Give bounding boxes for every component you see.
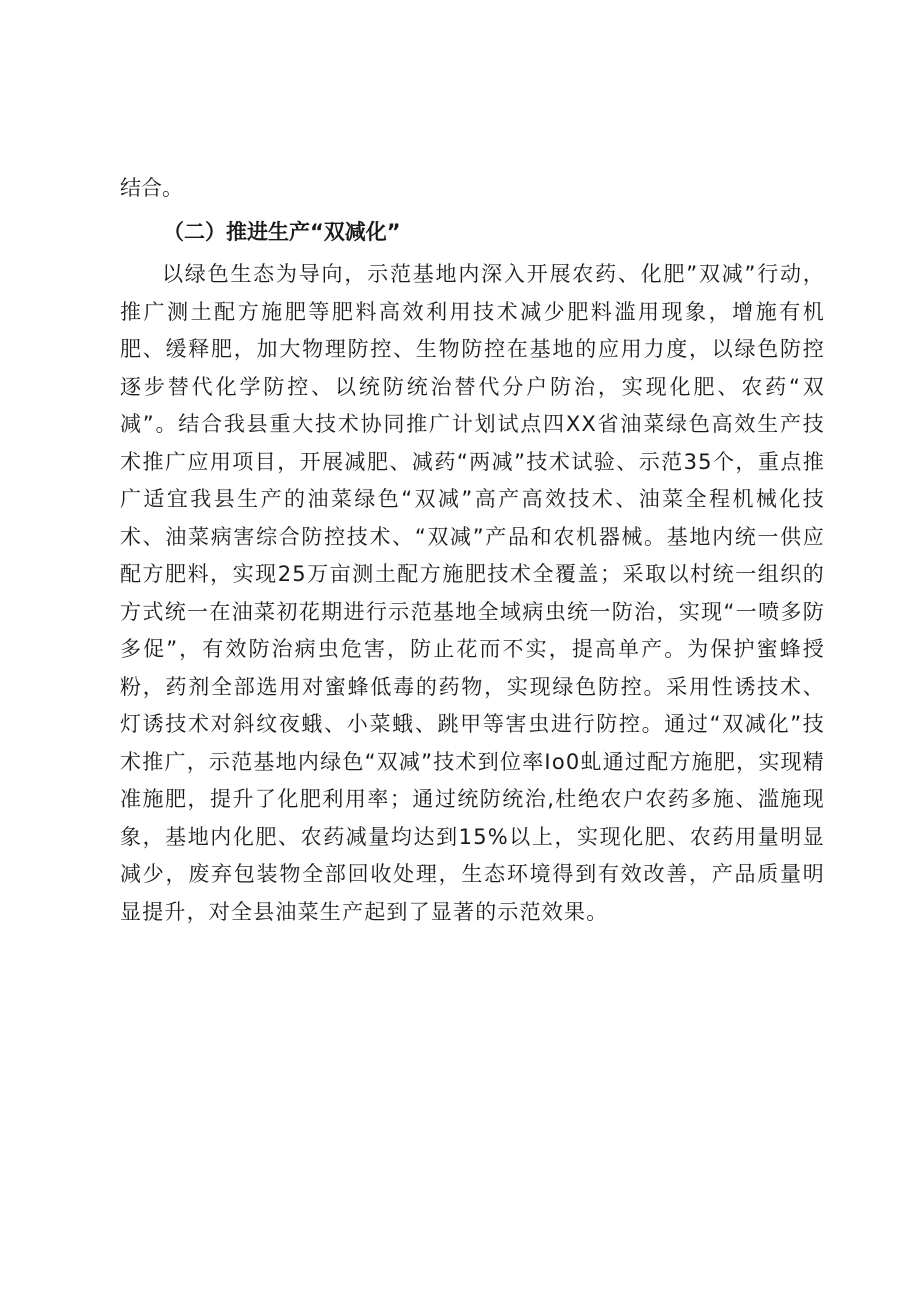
- paragraph-continuation: 结合。: [120, 176, 183, 200]
- section-heading: （二）推进生产“双减化”: [163, 220, 401, 244]
- body-paragraph: 以绿色生态为导向，示范基地内深入开展农药、化肥”双减”行动，推广测土配方施肥等肥料高效利用技术减少肥料滥用现象，增施有机肥、缓释肥，加大物理防控、生物防控在基地的应用力度，以绿色防控逐步替代化学防控、以统防统治替代分户防治，实现化肥、农药“双减”。结合我县重大技术协同推广计划试点四XX省油菜绿色高效生产技术推广应用项目，开展减肥、减药“两减”技术试验、示范35个，重点推广适宜我县生产的油菜绿色“双减”高产高效技术、油菜全程机械化技术、油菜病害综合防控技术、“双减”产品和农机器械。基地内统一供应配方肥料，实现25万亩测土配方施肥技术全覆盖；采取以村统一组织的方式统一在油菜初花期进行示范基地全域病虫统一防治，实现“一喷多防多促”，有效防治病虫危害，防止花而不实，提高单产。为保护蜜蜂授粉，药剂全部选用对蜜蜂低毒的药物，实现绿色防控。采用性诱技术、灯诱技术对斜纹夜蛾、小菜蛾、跳甲等害虫进行防控。通过“双减化”技术推广，示范基地内绿色“双减”技术到位率Io0虬通过配方施肥，实现精准施肥，提升了化肥利用率；通过统防统治,杜绝农户农药多施、滥施现象，基地内化肥、农药减量均达到15%以上，实现化肥、农药用量明显减少，废弃包装物全部回收处理，生态环境得到有效改善，产品质量明显提升，对全县油菜生产起到了显著的示范效果。: [120, 262, 825, 924]
